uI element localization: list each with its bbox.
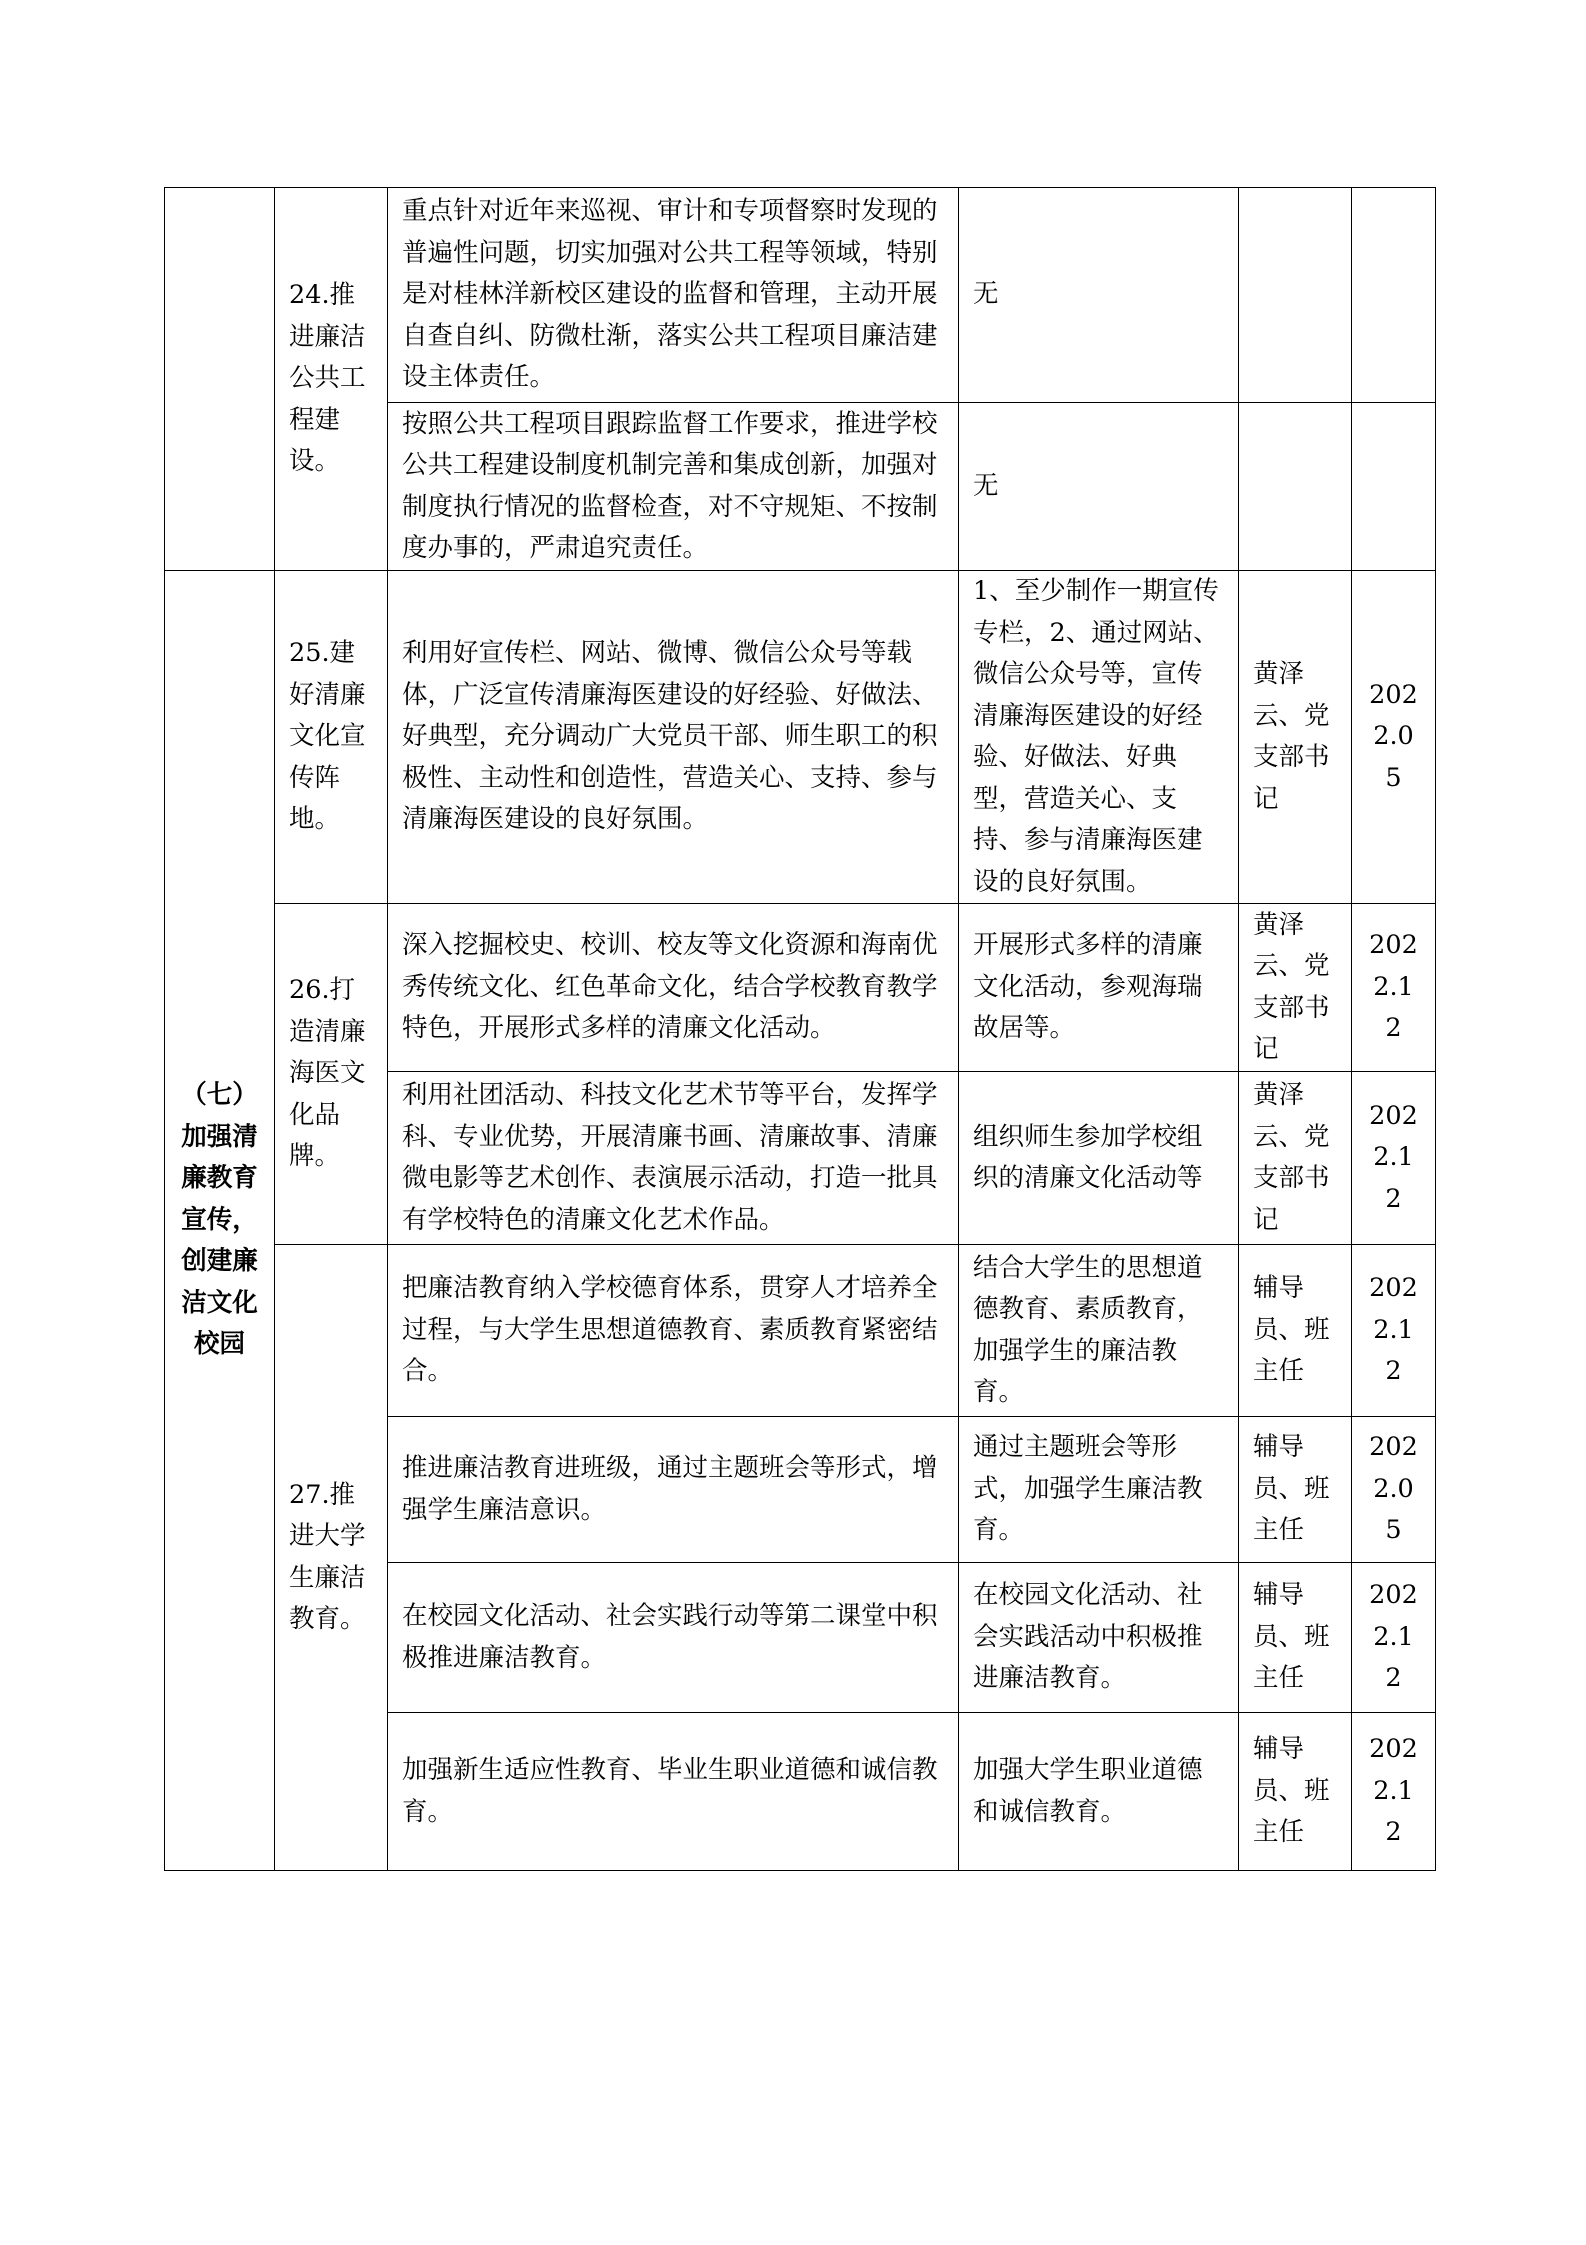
table-row [165,571,1436,904]
responsible-cell: 辅导员、班主任 [1239,1245,1352,1417]
table-row [165,188,1436,403]
responsible-cell: 辅导员、班主任 [1239,1417,1352,1563]
measure-cell: 组织师生参加学校组织的清廉文化活动等 [959,1072,1239,1245]
task-cell: 26.打造清廉海医文化品牌。 [275,904,388,1245]
responsible-cell: 黄泽云、党支部书记 [1239,904,1352,1072]
content-cell: 重点针对近年来巡视、审计和专项督察时发现的普遍性问题，切实加强对公共工程等领域，特别是对桂林洋新校区建设的监督和管理，主动开展自查自纠、防微杜渐，落实公共工程项目廉洁建设主体责任。 [388,188,959,403]
measure-cell: 结合大学生的思想道德教育、素质教育，加强学生的廉洁教育。 [959,1245,1239,1417]
responsible-cell [1239,188,1352,403]
content-cell: 利用社团活动、科技文化艺术节等平台，发挥学科、专业优势，开展清廉书画、清廉故事、清廉微电影等艺术创作、表演展示活动，打造一批具有学校特色的清廉文化艺术作品。 [388,1072,959,1245]
measure-cell: 1、至少制作一期宣传专栏，2、通过网站、微信公众号等，宣传清廉海医建设的好经验、好做法、好典型，营造关心、支持、参与清廉海医建设的良好氛围。 [959,571,1239,904]
content-cell: 在校园文化活动、社会实践行动等第二课堂中积极推进廉洁教育。 [388,1563,959,1713]
responsible-cell [1239,403,1352,571]
date-cell [1352,188,1436,403]
measure-cell: 加强大学生职业道德和诚信教育。 [959,1713,1239,1871]
responsible-cell: 黄泽云、党支部书记 [1239,1072,1352,1245]
date-cell: 2022.12 [1352,1245,1436,1417]
task-cell: 24.推进廉洁公共工程建设。 [275,188,388,571]
content-cell: 推进廉洁教育进班级，通过主题班会等形式，增强学生廉洁意识。 [388,1417,959,1563]
date-cell: 2022.05 [1352,571,1436,904]
date-cell: 2022.12 [1352,1713,1436,1871]
date-cell: 2022.12 [1352,904,1436,1072]
responsible-cell: 辅导员、班主任 [1239,1563,1352,1713]
work-plan-table [164,187,1436,1871]
date-cell: 2022.12 [1352,1563,1436,1713]
measure-cell: 通过主题班会等形式，加强学生廉洁教育。 [959,1417,1239,1563]
measure-cell: 无 [959,188,1239,403]
content-cell: 加强新生适应性教育、毕业生职业道德和诚信教育。 [388,1713,959,1871]
responsible-cell: 黄泽云、党支部书记 [1239,571,1352,904]
table-row [165,904,1436,1072]
content-cell: 按照公共工程项目跟踪监督工作要求，推进学校公共工程建设制度机制完善和集成创新，加强对制度执行情况的监督检查，对不守规矩、不按制度办事的，严肃追究责任。 [388,403,959,571]
measure-cell: 在校园文化活动、社会实践活动中积极推进廉洁教育。 [959,1563,1239,1713]
date-cell: 2022.12 [1352,1072,1436,1245]
date-cell: 2022.05 [1352,1417,1436,1563]
category-cell-continued [165,188,275,571]
measure-cell: 无 [959,403,1239,571]
content-cell: 把廉洁教育纳入学校德育体系，贯穿人才培养全过程，与大学生思想道德教育、素质教育紧密结合。 [388,1245,959,1417]
task-cell: 25.建好清廉文化宣传阵地。 [275,571,388,904]
content-cell: 利用好宣传栏、网站、微博、微信公众号等载体，广泛宣传清廉海医建设的好经验、好做法、好典型，充分调动广大党员干部、师生职工的积极性、主动性和创造性，营造关心、支持、参与清廉海医建设的良好氛围。 [388,571,959,904]
date-cell [1352,403,1436,571]
measure-cell: 开展形式多样的清廉文化活动，参观海瑞故居等。 [959,904,1239,1072]
category-cell: （七）加强清廉教育宣传，创建廉洁文化校园 [165,571,275,1871]
table-row [165,1245,1436,1417]
content-cell: 深入挖掘校史、校训、校友等文化资源和海南优秀传统文化、红色革命文化，结合学校教育教学特色，开展形式多样的清廉文化活动。 [388,904,959,1072]
responsible-cell: 辅导员、班主任 [1239,1713,1352,1871]
task-cell: 27.推进大学生廉洁教育。 [275,1245,388,1871]
